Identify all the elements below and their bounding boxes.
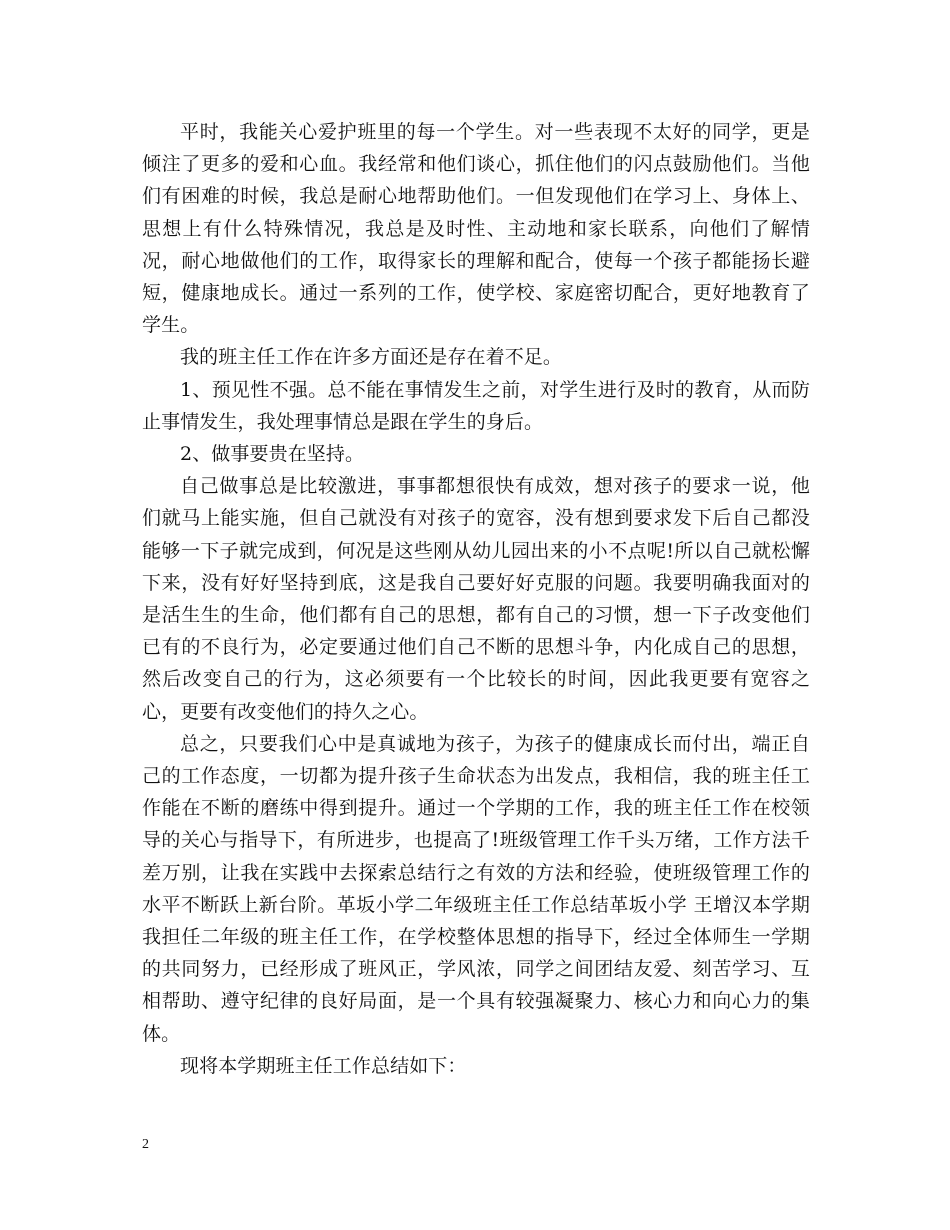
paragraph-care-for-students: 平时，我能关心爱护班里的每一个学生。对一些表现不太好的同学，更是倾注了更多的爱和心血。我经常和他们谈心，抓住他们的闪点鼓励他们。当他们有困难的时候，我总是耐心地帮助他们。一但发现他们在学习上、身体上、思想上有什么特殊情况，我总是及时性、主动地和家长联系，向他们了解情况，耐心地做他们的工作，取得家长的理解和配合，使每一个孩子都能扬长避短，健康地成长。通过一系列的工作，使学校、家庭密切配合，更好地教育了学生。 xyxy=(142,121,810,337)
paragraph-shortcomings-intro: 我的班主任工作在许多方面还是存在着不足。 xyxy=(180,346,563,369)
paragraph-point-foresight: 1、预见性不强。总不能在事情发生之前，对学生进行及时的教育，从而防止事情发生，我处理事情总是跟在学生的身后。 xyxy=(142,378,810,433)
page-number: 2 xyxy=(142,1137,149,1152)
paragraph-summary: 总之，只要我们心中是真诚地为孩子，为孩子的健康成长而付出，端正自己的工作态度，一切都为提升孩子生命状态为出发点，我相信，我的班主任工作能在不断的磨练中得到提升。通过一个学期的工作，我的班主任工作在校领导的关心与指导下，有所进步，也提高了!班级管理工作千头万绪，工作方法千差万别，让我在实践中去探索总结行之有效的方法和经验，使班级管理工作的水平不断跃上新台阶。革坂小学二年级班主任工作总结革坂小学 王增汉本学期我担任二年级的班主任工作，在学校整体思想的指导下，经过全体师生一学期的共同努力，已经形成了班风正，学风浓，同学之间团结友爱、刻苦学习、互相帮助、遵守纪律的良好局面，是一个具有较强凝聚力、核心力和向心力的集体。 xyxy=(142,732,810,1045)
paragraph-point-persistence: 2、做事要贵在坚持。 xyxy=(180,443,365,466)
document-body xyxy=(142,116,810,1082)
paragraph-summary-intro: 现将本学期班主任工作总结如下： xyxy=(180,1054,467,1077)
paragraph-persistence-detail: 自己做事总是比较激进，事事都想很快有成效，想对孩子的要求一说，他们就马上能实施，但自己就没有对孩子的宽容，没有想到要求发下后自己都没能够一下子就完成到，何况是这些刚从幼儿园出来的小不点呢!所以自己就松懈下来，没有好好坚持到底，这是我自己要好好克服的问题。我要明确我面对的是活生生的生命，他们都有自己的思想，都有自己的习惯，想一下子改变他们已有的不良行为，必定要通过他们自己不断的思想斗争，内化成自己的思想，然后改变自己的行为，这必须要有一个比较长的时间，因此我更要有宽容之心，更要有改变他们的持久之心。 xyxy=(142,475,810,723)
